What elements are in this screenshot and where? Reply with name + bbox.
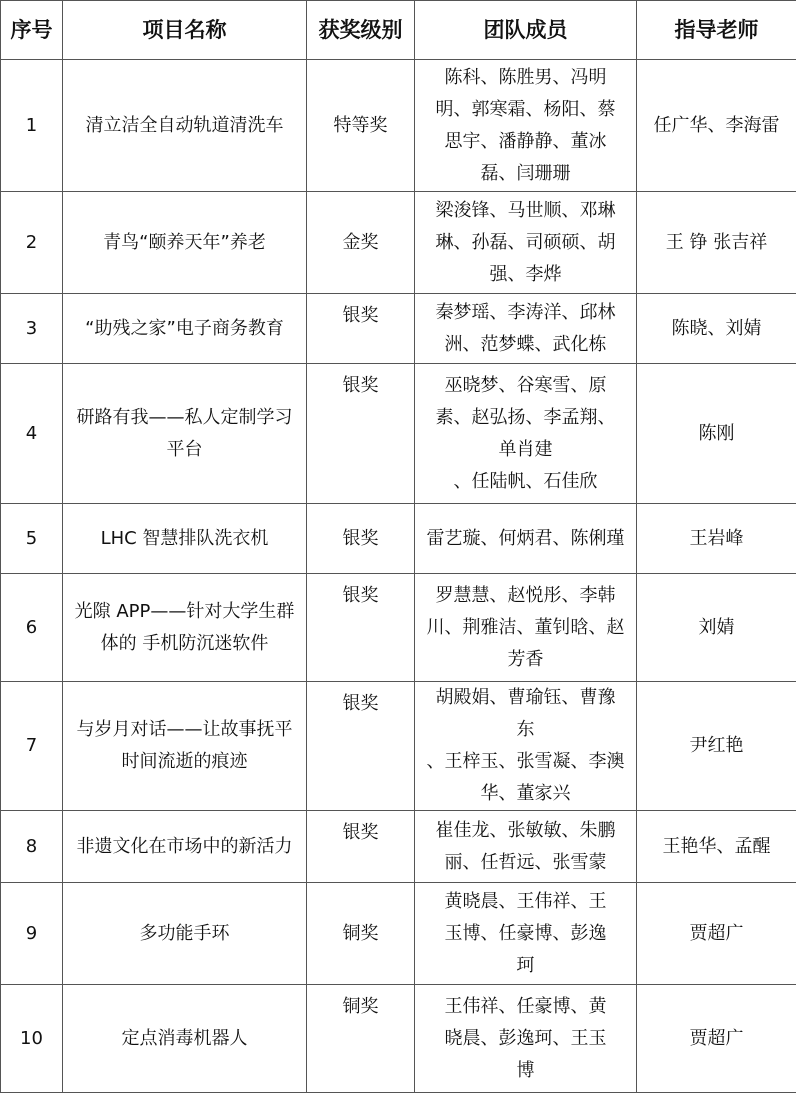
cell-advisor: 陈晓、刘婧 [637,294,796,364]
text-line: 胡殿娟、曹瑜钰、曹豫 [435,687,616,708]
text-line: 多功能手环 [139,922,230,944]
text-line: 光隙 APP——针对大学生群 [74,600,295,622]
text-line: 黄晓晨、王伟祥、王 [444,890,607,912]
text-line: 芳香 [507,648,544,670]
cell-num: 9 [1,883,63,985]
cell-num: 2 [1,192,63,294]
cell-award-level: 铜奖 [307,985,415,1093]
text-line: 非遗文化在市场中的新活力 [76,835,293,857]
text-line: 琳、孙磊、司硕硕、胡 [435,231,616,253]
cell-advisor: 王岩峰 [637,504,796,574]
header-level: 获奖级别 [307,1,415,60]
header-members: 团队成员 [415,1,637,60]
table-row [1,574,796,682]
cell-advisor: 贾超广 [637,985,796,1093]
text-line: 博 [516,1059,535,1081]
cell-award-level: 特等奖 [307,60,415,192]
table-row [1,985,796,1093]
cell-advisor: 陈刚 [637,364,796,504]
cell-project-name [63,60,307,192]
table-row [1,504,796,574]
table-row [1,883,796,985]
cell-advisor: 王 铮 张吉祥 [637,192,796,294]
cell-project-name [63,883,307,985]
text-line: 珂 [516,954,535,976]
cell-team-members [415,60,637,192]
table-body [1,60,796,1093]
table-row [1,192,796,294]
text-line: 王伟祥、任豪博、黄 [444,995,607,1017]
table-row [1,294,796,364]
cell-project-name [63,985,307,1093]
cell-team-members [415,682,637,811]
text-line: 素、赵弘扬、李孟翔、 [435,406,616,428]
text-line: 定点消毒机器人 [121,1027,248,1049]
text-line: 罗慧慧、赵悦彤、李韩 [435,584,616,606]
cell-num: 3 [1,294,63,364]
cell-num: 4 [1,364,63,504]
text-line: 丽、任哲远、张雪蒙 [444,851,607,873]
text-line: 、任陆帆、石佳欣 [453,470,598,492]
cell-advisor: 王艳华、孟醒 [637,811,796,883]
text-line: 磊、闫珊珊 [480,162,571,184]
cell-team-members [415,811,637,883]
cell-team-members [415,504,637,574]
text-line: 东 [516,719,535,740]
text-line: 清立洁全自动轨道清洗车 [85,114,284,136]
cell-award-level: 铜奖 [307,883,415,985]
cell-num: 7 [1,682,63,811]
cell-project-name [63,364,307,504]
header-name: 项目名称 [63,1,307,60]
cell-advisor: 刘婧 [637,574,796,682]
text-line: 华、董家兴 [480,783,571,804]
table-row [1,682,796,811]
cell-project-name [63,574,307,682]
cell-num: 8 [1,811,63,883]
text-line: 川、荆雅洁、董钊晗、赵 [426,616,625,638]
text-line: “助残之家”电子商务教育 [85,317,284,339]
cell-num: 6 [1,574,63,682]
cell-team-members [415,294,637,364]
text-line: 明、郭寒霜、杨阳、蔡 [435,98,616,120]
text-line: 时间流逝的痕迹 [121,751,248,772]
text-line: 体的 手机防沉迷软件 [100,632,269,654]
cell-num: 5 [1,504,63,574]
cell-project-name [63,192,307,294]
cell-project-name [63,504,307,574]
table-row [1,364,796,504]
cell-team-members [415,192,637,294]
cell-award-level: 银奖 [307,811,415,883]
text-line: 单肖建 [498,438,553,460]
text-line: LHC 智慧排队洗衣机 [100,527,269,549]
text-line: 陈科、陈胜男、冯明 [444,66,607,88]
header-row [1,1,796,60]
table-row [1,60,796,192]
cell-team-members [415,364,637,504]
text-line: 雷艺璇、何炳君、陈俐瑾 [426,527,625,549]
cell-num: 1 [1,60,63,192]
text-line: 崔佳龙、张敏敏、朱鹏 [435,819,616,841]
text-line: 青鸟“颐养天年”养老 [103,231,266,253]
cell-team-members [415,883,637,985]
header-num: 序号 [1,1,63,60]
cell-award-level: 银奖 [307,574,415,682]
cell-award-level: 银奖 [307,294,415,364]
text-line: 强、李烨 [489,263,562,285]
cell-advisor: 贾超广 [637,883,796,985]
cell-project-name [63,294,307,364]
text-line: 研路有我——私人定制学习 [76,406,293,428]
cell-award-level: 银奖 [307,682,415,811]
text-line: 思宇、潘静静、董冰 [444,130,607,152]
cell-project-name [63,811,307,883]
cell-advisor: 任广华、李海雷 [637,60,796,192]
cell-project-name [63,682,307,811]
text-line: 玉博、任豪博、彭逸 [444,922,607,944]
cell-team-members [415,985,637,1093]
text-line: 晓晨、彭逸珂、王玉 [444,1027,607,1049]
text-line: 洲、范梦蝶、武化栋 [444,333,607,355]
text-line: 、王梓玉、张雪凝、李澳 [426,751,625,772]
cell-award-level: 金奖 [307,192,415,294]
text-line: 与岁月对话——让故事抚平 [76,719,293,740]
header-advisor: 指导老师 [637,1,796,60]
cell-team-members [415,574,637,682]
table-row [1,811,796,883]
text-line: 秦梦瑶、李涛洋、邱林 [435,301,616,323]
text-line: 平台 [166,438,203,460]
text-line: 梁浚锋、马世顺、邓琳 [435,199,616,221]
cell-award-level: 银奖 [307,364,415,504]
cell-num: 10 [1,985,63,1093]
cell-award-level: 银奖 [307,504,415,574]
cell-advisor: 尹红艳 [637,682,796,811]
text-line: 巫晓梦、谷寒雪、原 [444,374,607,396]
